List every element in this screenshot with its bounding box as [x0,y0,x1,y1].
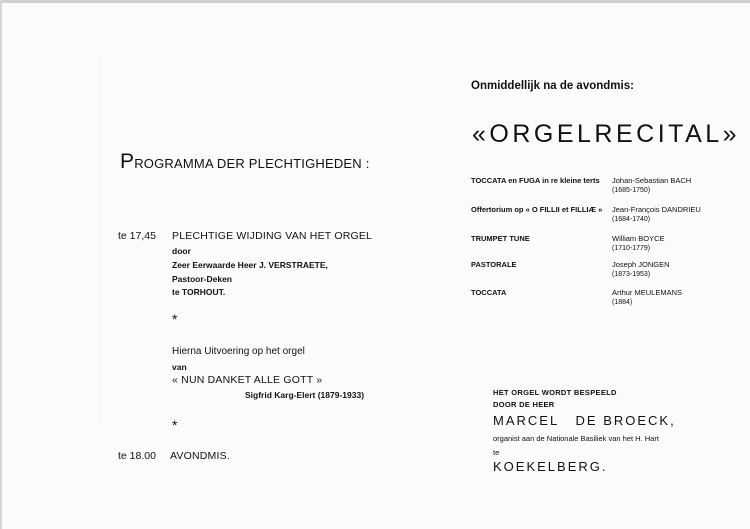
program-title [120,150,370,174]
blessing-time: te 17,45 [118,230,156,242]
recital-title: «ORGELRECITAL» [472,120,741,148]
mass-event: AVONDMIS. [170,450,230,462]
separator-star: * [172,311,178,327]
program-composer: Jean-François DANDRIEU [612,205,701,214]
program-years: (1684-1740) [612,216,651,223]
program-years: (1873-1953) [612,271,651,278]
organist-position: organist aan de Nationale Basiliek van het H. Hart [493,434,659,443]
program-composer: Joseph JONGEN [612,260,670,269]
organist-place: KOEKELBERG. [493,459,608,474]
organist-line-1: HET ORGEL WORDT BESPEELD [493,388,617,397]
program-title-rest: ROGRAMMA DER PLECHTIGHEDEN : [134,156,370,171]
organist-name: MARCEL DE BROECK, [493,413,676,428]
scan-edge-left [0,0,2,529]
blessing-by: door [172,246,191,256]
organist-line-2: DOOR DE HEER [493,400,555,409]
program-title-initial: P [120,150,135,173]
mass-time: te 18.00 [118,450,156,462]
program-composer: Johan-Sebastian BACH [612,176,692,185]
program-piece: TOCCATA [471,288,507,297]
program-years: (1884) [612,299,633,306]
program-composer: William BOYCE [612,234,665,243]
organist-te: te [493,448,500,457]
program-piece: Offertorium op « O FILLII et FILLIÆ » [471,205,603,214]
blessing-place: te TORHOUT. [172,287,226,297]
recital-intro: Onmiddellijk na de avondmis: [471,80,634,92]
performance-of: van [172,362,187,372]
program-years: (1710-1779) [612,245,651,252]
blessing-officiant: Zeer Eerwaarde Heer J. VERSTRAETE, [172,260,328,270]
scan-edge-top [0,0,750,3]
performance-work: « NUN DANKET ALLE GOTT » [172,374,323,386]
program-piece: TOCCATA en FUGA in re kleine terts [471,176,600,185]
program-composer: Arthur MEULEMANS [612,288,683,297]
blessing-role: Pastoor-Deken [172,274,232,284]
performance-intro: Hierna Uitvoering op het orgel [172,346,305,357]
blessing-event: PLECHTIGE WIJDING VAN HET ORGEL [172,230,373,242]
program-piece: TRUMPET TUNE [471,234,530,243]
separator-star-2: * [172,417,178,433]
performance-composer: Sigfrid Karg-Elert (1879-1933) [245,390,365,400]
program-piece: PASTORALE [471,260,517,269]
program-years: (1685-1750) [612,187,651,194]
